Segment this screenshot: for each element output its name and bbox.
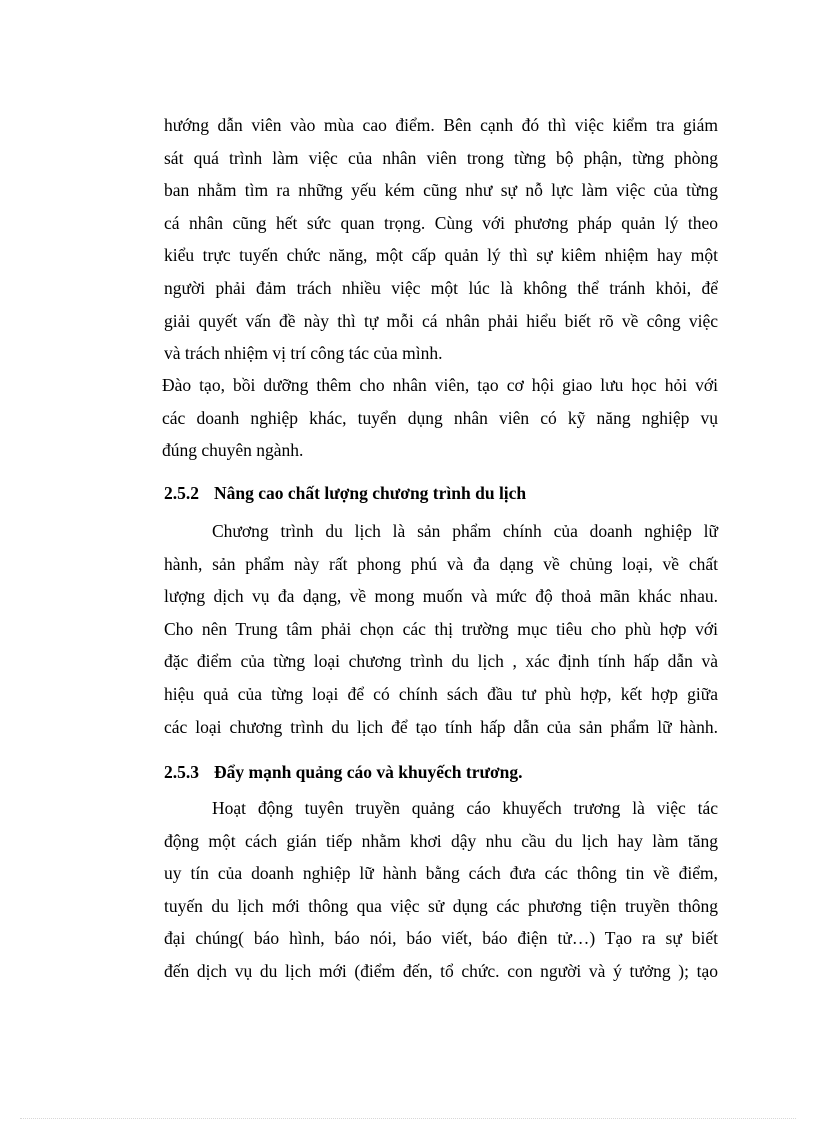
text-line: đến dịch vụ du lịch mới (điểm đến, tổ chức. con người và ý tưởng ); tạo: [164, 960, 718, 981]
section-title: Nâng cao chất lượng chương trình du lịch: [214, 483, 527, 503]
text-line: động một cách gián tiếp nhằm khơi dậy nhu cầu du lịch hay làm tăng: [164, 830, 718, 851]
text-line: giải quyết vấn đề này thì tự mỗi cá nhân phải hiểu biết rõ về công việc: [164, 310, 718, 331]
section-heading-2-5-3: [164, 762, 523, 783]
section-title: Đẩy mạnh quảng cáo và khuyếch trương.: [214, 762, 523, 782]
text-line: người phải đảm trách nhiều việc một lúc là không thể tránh khỏi, để: [164, 277, 718, 298]
section-number: 2.5.3: [164, 762, 199, 782]
text-line: kiểu trực tuyến chức năng, một cấp quản lý thì sự kiêm nhiệm hay một: [164, 245, 718, 266]
text-line: và trách nhiệm vị trí công tác của mình.: [164, 343, 443, 364]
text-line: Chương trình du lịch là sản phẩm chính của doanh nghiệp lữ: [212, 521, 718, 541]
text-line: Cho nên Trung tâm phải chọn các thị trường mục tiêu cho phù hợp với: [164, 618, 718, 639]
paragraph-tour-quality: [164, 515, 718, 743]
text-line: tuyến du lịch mới thông qua việc sử dụng các phương tiện truyền thông: [164, 895, 718, 916]
text-line: các loại chương trình du lịch để tạo tính hấp dẫn của sản phẩm lữ hành.: [164, 716, 718, 737]
text-line: hiệu quả của từng loại để có chính sách đầu tư phù hợp, kết hợp giữa: [164, 683, 718, 704]
text-line: cá nhân cũng hết sức quan trọng. Cùng với phương pháp quản lý theo: [164, 212, 718, 233]
text-line: đại chúng( báo hình, báo nói, báo viết, báo điện tử…) Tạo ra sự biết: [164, 928, 718, 949]
text-line: uy tín của doanh nghiệp lữ hành bằng cách đưa các thông tin về điểm,: [164, 863, 718, 884]
section-heading-2-5-2: [164, 483, 526, 504]
text-line: hành, sản phẩm này rất phong phú và đa dạng về chủng loại, về chất: [164, 553, 718, 574]
text-line: sát quá trình làm việc của nhân viên trong từng bộ phận, từng phòng: [164, 147, 718, 168]
paragraph-staff-supervision: [164, 109, 718, 370]
page-bottom-divider: [20, 1118, 796, 1119]
text-line: ban nhằm tìm ra những yếu kém cũng như sự nỗ lực làm việc của từng: [164, 180, 718, 201]
paragraph-advertising: [164, 792, 718, 988]
text-line: hướng dẫn viên vào mùa cao điểm. Bên cạnh đó thì việc kiểm tra giám: [164, 115, 718, 135]
text-line: lượng dịch vụ đa dạng, về mong muốn và mức độ thoả mãn khác nhau.: [164, 586, 718, 607]
text-line: đặc điểm của từng loại chương trình du lịch , xác định tính hấp dẫn và: [164, 651, 718, 672]
text-line: Hoạt động tuyên truyền quảng cáo khuyếch trương là việc tác: [212, 798, 718, 818]
section-number: 2.5.2: [164, 483, 199, 503]
text-line: các doanh nghiệp khác, tuyển dụng nhân viên có kỹ năng nghiệp vụ: [162, 407, 718, 428]
text-line: Đào tạo, bồi dưỡng thêm cho nhân viên, tạo cơ hội giao lưu học hỏi với: [162, 375, 718, 395]
paragraph-training: [162, 369, 718, 467]
text-line: đúng chuyên ngành.: [162, 440, 304, 461]
